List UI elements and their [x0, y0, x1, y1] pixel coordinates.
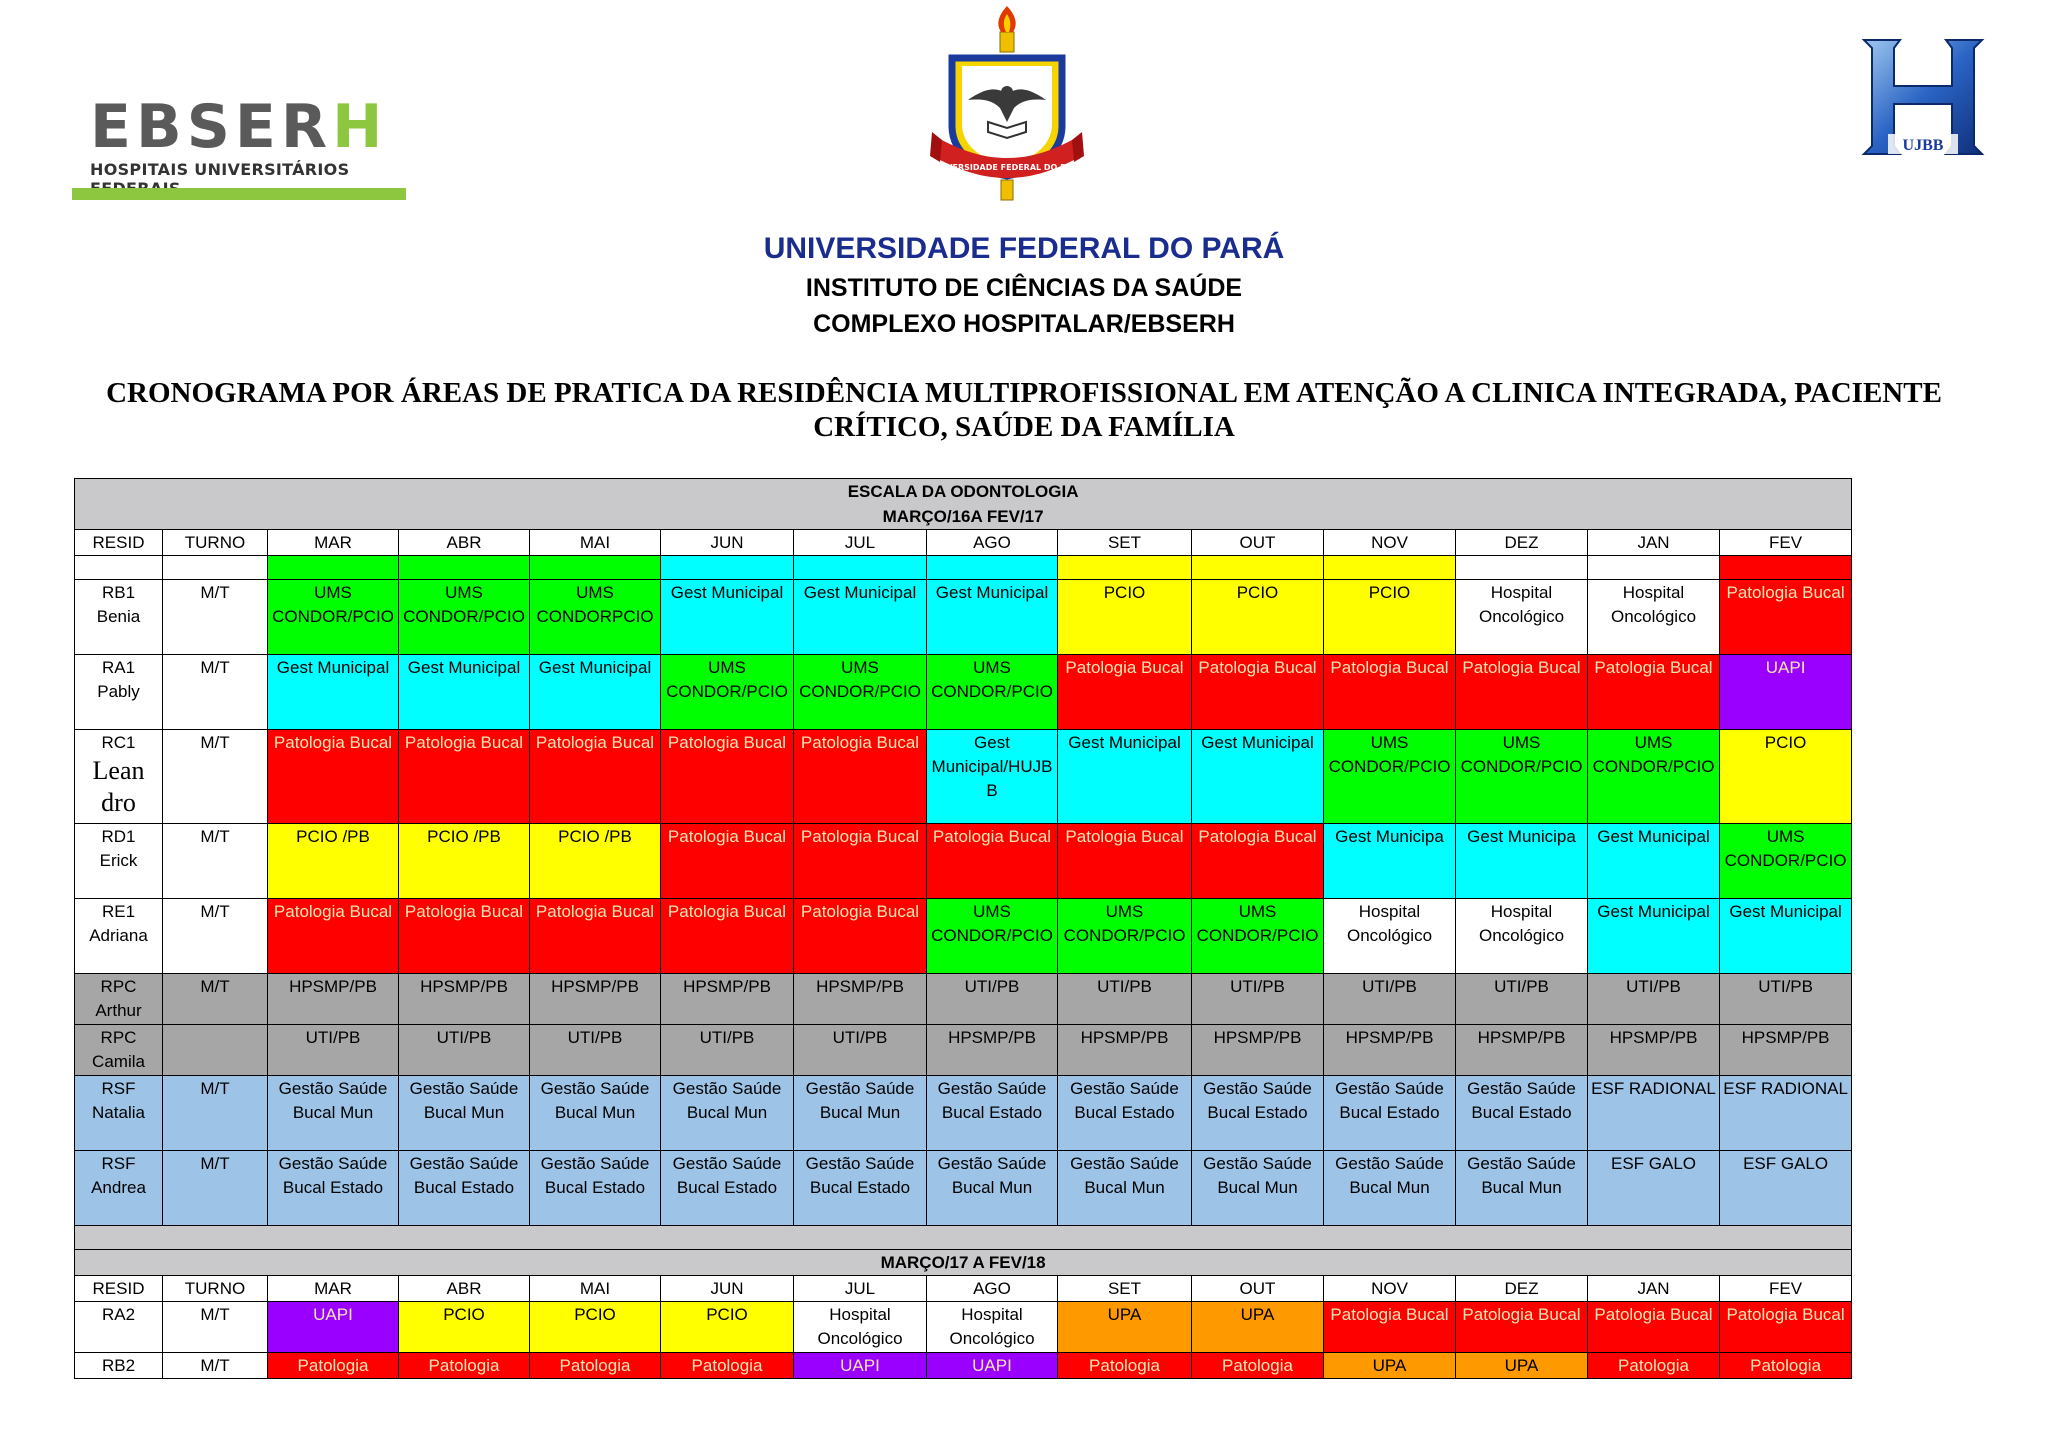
- schedule-cell: HPSMP/PB: [268, 974, 399, 1025]
- resid-name: Andrea: [91, 1178, 146, 1197]
- schedule-cell: Patologia: [1192, 1353, 1324, 1379]
- ebserh-subtitle: HOSPITAIS UNIVERSITÁRIOS: [90, 160, 350, 179]
- schedule-cell: Patologia Bucal: [794, 730, 927, 824]
- schedule-cell: Hospital Oncológico: [1456, 580, 1588, 655]
- schedule-cell: UAPI: [927, 1353, 1058, 1379]
- table2-col-header-jan: JAN: [1588, 1276, 1720, 1302]
- schedule-cell: Patologia Bucal: [1324, 1302, 1456, 1353]
- table1-band-period: MARÇO/16A FEV/17: [75, 504, 1852, 530]
- schedule-cell: Patologia: [1720, 1353, 1852, 1379]
- turno-cell: M/T: [163, 580, 268, 655]
- schedule-cell: Gestão Saúde Bucal Mun: [399, 1076, 530, 1151]
- table1-col-header-jul: JUL: [794, 530, 927, 556]
- schedule-cell: HPSMP/PB: [1324, 1025, 1456, 1076]
- resid-code: RSF: [101, 1079, 136, 1098]
- table1-band-row-2: [75, 504, 1852, 530]
- schedule-cell: Patologia Bucal: [268, 730, 399, 824]
- color-strip-cell: [399, 556, 530, 580]
- table2-col-header-ago: AGO: [927, 1276, 1058, 1302]
- schedule-cell: HPSMP/PB: [794, 974, 927, 1025]
- schedule-cell: Gest Municipal: [794, 580, 927, 655]
- table1-col-header-turno: TURNO: [163, 530, 268, 556]
- schedule-cell: PCIO: [399, 1302, 530, 1353]
- schedule-cell: Patologia Bucal: [661, 824, 794, 899]
- schedule-cell: Gestão Saúde Bucal Estado: [1192, 1076, 1324, 1151]
- resid-cell: [75, 730, 163, 824]
- table2-col-header-jul: JUL: [794, 1276, 927, 1302]
- ebserh-logo: [72, 88, 406, 200]
- resid-code: RPC: [100, 1028, 137, 1047]
- resid-name: Lean: [92, 756, 145, 785]
- resid-code: RE1: [101, 902, 136, 921]
- schedule-cell: Gestão Saúde Bucal Estado: [794, 1151, 927, 1226]
- schedule-cell: Gest Municipa: [1456, 824, 1588, 899]
- resid-cell: [75, 1353, 163, 1379]
- schedule-cell: PCIO: [530, 1302, 661, 1353]
- table1-color-strip-row: [75, 556, 1852, 580]
- resid-cell: [75, 824, 163, 899]
- color-strip-cell: [1456, 556, 1588, 580]
- schedule-cell: Gestão Saúde Bucal Mun: [530, 1076, 661, 1151]
- schedule-cell: ESF GALO: [1720, 1151, 1852, 1226]
- schedule-cell: HPSMP/PB: [399, 974, 530, 1025]
- university-title: UNIVERSIDADE FEDERAL DO PARÁ: [763, 232, 1285, 265]
- color-strip-cell: [1058, 556, 1192, 580]
- schedule-cell: UAPI: [268, 1302, 399, 1353]
- schedule-cell: UMS CONDOR/PCIO: [1192, 899, 1324, 974]
- schedule-cell: Patologia Bucal: [1324, 655, 1456, 730]
- schedule-cell: HPSMP/PB: [1456, 1025, 1588, 1076]
- schedule-cell: Gest Municipal: [268, 655, 399, 730]
- table2-col-header-jun: JUN: [661, 1276, 794, 1302]
- schedule-cell: Gestão Saúde Bucal Mun: [1324, 1151, 1456, 1226]
- schedule-cell: Patologia Bucal: [1456, 1302, 1588, 1353]
- schedule-cell: Patologia: [1588, 1353, 1720, 1379]
- schedule-cell: UMS CONDORPCIO: [530, 580, 661, 655]
- schedule-cell: UPA: [1456, 1353, 1588, 1379]
- schedule-cell: Hospital Oncológico: [1456, 899, 1588, 974]
- schedule-cell: UTI/PB: [1192, 974, 1324, 1025]
- schedule-cell: Patologia Bucal: [794, 824, 927, 899]
- schedule-cell: PCIO: [1324, 580, 1456, 655]
- resid-name: Erick: [99, 851, 138, 870]
- schedule-cell: UPA: [1058, 1302, 1192, 1353]
- turno-cell: M/T: [163, 1076, 268, 1151]
- table2-col-header-mai: MAI: [530, 1276, 661, 1302]
- resid-name: dro: [101, 788, 136, 817]
- resid-code: RB2: [101, 1356, 136, 1375]
- color-strip-cell: [268, 556, 399, 580]
- turno-cell: M/T: [163, 1302, 268, 1353]
- table1-row-rpc: [75, 974, 1852, 1025]
- schedule-cell: PCIO /PB: [268, 824, 399, 899]
- resid-cell: [75, 1076, 163, 1151]
- schedule-cell: Gest Municipal: [1588, 899, 1720, 974]
- resid-cell: [75, 1025, 163, 1076]
- table1-band-title: ESCALA DA ODONTOLOGIA: [75, 479, 1852, 505]
- resid-code: RB1: [101, 583, 136, 602]
- color-strip-cell: [927, 556, 1058, 580]
- schedule-cell: UTI/PB: [927, 974, 1058, 1025]
- schedule-cell: Gestão Saúde Bucal Estado: [399, 1151, 530, 1226]
- table1-col-header-abr: ABR: [399, 530, 530, 556]
- resid-name: Arthur: [95, 1001, 142, 1020]
- schedule-cell: Patologia Bucal: [1456, 655, 1588, 730]
- table2-col-header-out: OUT: [1192, 1276, 1324, 1302]
- schedule-cell: UTI/PB: [399, 1025, 530, 1076]
- turno-cell: M/T: [163, 899, 268, 974]
- schedule-cell: UMS CONDOR/PCIO: [1588, 730, 1720, 824]
- schedule-cell: Gestão Saúde Bucal Estado: [927, 1076, 1058, 1151]
- ufpa-crest-logo: [928, 4, 1086, 202]
- schedule-cell: Gest Municipal/HUJBB: [927, 730, 1058, 824]
- schedule-cell: UPA: [1192, 1302, 1324, 1353]
- schedule-cell: Patologia: [661, 1353, 794, 1379]
- table1-col-header-ago: AGO: [927, 530, 1058, 556]
- resid-code: RA1: [101, 658, 136, 677]
- resid-code: RD1: [101, 827, 136, 846]
- schedule-cell: Gestão Saúde Bucal Mun: [794, 1076, 927, 1151]
- color-strip-cell: [75, 556, 163, 580]
- table2-header-row: [75, 1276, 1852, 1302]
- schedule-cell: UMS CONDOR/PCIO: [399, 580, 530, 655]
- schedule-cell: UMS CONDOR/PCIO: [927, 899, 1058, 974]
- schedule-cell: Gest Municipal: [661, 580, 794, 655]
- table1-col-header-jan: JAN: [1588, 530, 1720, 556]
- schedule-cell: Patologia Bucal: [794, 899, 927, 974]
- schedule-cell: Patologia: [268, 1353, 399, 1379]
- table1-band-row-1: [75, 479, 1852, 505]
- resid-cell: [75, 899, 163, 974]
- color-strip-cell: [1192, 556, 1324, 580]
- turno-cell: M/T: [163, 730, 268, 824]
- color-strip-cell: [661, 556, 794, 580]
- schedule-cell: UTI/PB: [1058, 974, 1192, 1025]
- schedule-cell: UTI/PB: [1456, 974, 1588, 1025]
- schedule-cell: Gest Municipal: [1058, 730, 1192, 824]
- schedule-cell: Patologia Bucal: [1588, 655, 1720, 730]
- schedule-cell: Hospital Oncológico: [1324, 899, 1456, 974]
- turno-cell: M/T: [163, 1151, 268, 1226]
- resid-cell: [75, 1302, 163, 1353]
- table2-band-row: [75, 1250, 1852, 1276]
- schedule-cell: Gestão Saúde Bucal Estado: [1456, 1076, 1588, 1151]
- schedule-cell: Patologia Bucal: [1192, 824, 1324, 899]
- resid-code: RA2: [101, 1305, 136, 1324]
- table1-row-ra1: [75, 655, 1852, 730]
- turno-cell: M/T: [163, 824, 268, 899]
- schedule-cell: Patologia: [399, 1353, 530, 1379]
- table2-col-header-turno: TURNO: [163, 1276, 268, 1302]
- color-strip-cell: [163, 556, 268, 580]
- resid-cell: [75, 974, 163, 1025]
- schedule-cell: Gest Municipal: [399, 655, 530, 730]
- table2-col-header-fev: FEV: [1720, 1276, 1852, 1302]
- table1-col-header-out: OUT: [1192, 530, 1324, 556]
- table1-col-header-fev: FEV: [1720, 530, 1852, 556]
- schedule-cell: HPSMP/PB: [530, 974, 661, 1025]
- schedule-cell: Gestão Saúde Bucal Mun: [1058, 1151, 1192, 1226]
- resid-name: Camila: [92, 1052, 145, 1071]
- schedule-cell: UMS CONDOR/PCIO: [268, 580, 399, 655]
- schedule-cell: PCIO /PB: [399, 824, 530, 899]
- table2-row-ra2: [75, 1302, 1852, 1353]
- ujbb-text: UJBB: [1902, 137, 1944, 154]
- schedule-cell: UAPI: [794, 1353, 927, 1379]
- table2-band-period: MARÇO/17 A FEV/18: [75, 1250, 1852, 1276]
- schedule-cell: Gestão Saúde Bucal Mun: [1456, 1151, 1588, 1226]
- schedule-cell: Patologia Bucal: [1720, 580, 1852, 655]
- schedule-cell: Patologia Bucal: [530, 899, 661, 974]
- schedule-cell: Hospital Oncológico: [794, 1302, 927, 1353]
- table2-col-header-set: SET: [1058, 1276, 1192, 1302]
- schedule-cell: HPSMP/PB: [1058, 1025, 1192, 1076]
- table1-row-rpc: [75, 1025, 1852, 1076]
- table1-row-rc1: [75, 730, 1852, 824]
- table2-col-header-resid: RESID: [75, 1276, 163, 1302]
- schedule-cell: Gestão Saúde Bucal Mun: [268, 1076, 399, 1151]
- schedule-cell: PCIO: [661, 1302, 794, 1353]
- resid-name: Adriana: [89, 926, 148, 945]
- schedule-cell: Gestão Saúde Bucal Estado: [661, 1151, 794, 1226]
- schedule-cell: UAPI: [1720, 655, 1852, 730]
- schedule-cell: HPSMP/PB: [927, 1025, 1058, 1076]
- table1-spacer: [75, 1226, 1852, 1250]
- turno-cell: M/T: [163, 974, 268, 1025]
- complex-title: COMPLEXO HOSPITALAR/EBSERH: [813, 310, 1235, 338]
- schedule-cell: Patologia Bucal: [661, 899, 794, 974]
- schedule-cell: UTI/PB: [794, 1025, 927, 1076]
- table1-row-rsf: [75, 1151, 1852, 1226]
- table1-col-header-nov: NOV: [1324, 530, 1456, 556]
- schedule-cell: UPA: [1324, 1353, 1456, 1379]
- schedule-cell: Patologia Bucal: [399, 899, 530, 974]
- schedule-cell: UMS CONDOR/PCIO: [927, 655, 1058, 730]
- schedule-cell: Patologia Bucal: [1192, 655, 1324, 730]
- document-title: [0, 376, 2048, 444]
- resid-name: Natalia: [92, 1103, 145, 1122]
- schedule-cell: Patologia Bucal: [1588, 1302, 1720, 1353]
- turno-cell: M/T: [163, 1353, 268, 1379]
- schedule-cell: UMS CONDOR/PCIO: [1058, 899, 1192, 974]
- resid-cell: [75, 1151, 163, 1226]
- schedule-table-odontologia: [74, 478, 1852, 1379]
- table1-row-re1: [75, 899, 1852, 974]
- schedule-cell: UTI/PB: [268, 1025, 399, 1076]
- document-title-text: CRONOGRAMA POR ÁREAS DE PRATICA DA RESIDÊNCIA MULTIPROFISSIONAL EM ATENÇÃO A CLINICA INTEGRADA, PACIENTE CRÍTICO, SAÚDE DA FAMÍLIA: [106, 377, 1942, 443]
- schedule-cell: ESF RADIONAL: [1720, 1076, 1852, 1151]
- ebserh-wordmark: EBSERH: [90, 92, 388, 162]
- schedule-cell: UTI/PB: [1720, 974, 1852, 1025]
- schedule-cell: Patologia: [530, 1353, 661, 1379]
- color-strip-cell: [1588, 556, 1720, 580]
- ujbb-logo: [1858, 34, 1988, 164]
- table1-col-header-resid: RESID: [75, 530, 163, 556]
- color-strip-cell: [1324, 556, 1456, 580]
- table2-col-header-nov: NOV: [1324, 1276, 1456, 1302]
- table2-col-header-mar: MAR: [268, 1276, 399, 1302]
- turno-cell: [163, 1025, 268, 1076]
- schedule-cell: HPSMP/PB: [661, 974, 794, 1025]
- schedule-cell: UMS CONDOR/PCIO: [1720, 824, 1852, 899]
- schedule-cell: Patologia Bucal: [399, 730, 530, 824]
- resid-code: RSF: [101, 1154, 136, 1173]
- schedule-cell: Gest Municipal: [1720, 899, 1852, 974]
- schedule-cell: UTI/PB: [530, 1025, 661, 1076]
- resid-name: Benia: [96, 607, 141, 626]
- schedule-cell: Gestão Saúde Bucal Estado: [1324, 1076, 1456, 1151]
- schedule-cell: UTI/PB: [661, 1025, 794, 1076]
- schedule-cell: Gest Municipal: [1192, 730, 1324, 824]
- schedule-cell: Gestão Saúde Bucal Mun: [661, 1076, 794, 1151]
- resid-cell: [75, 580, 163, 655]
- schedule-cell: UTI/PB: [1588, 974, 1720, 1025]
- schedule-cell: PCIO: [1192, 580, 1324, 655]
- schedule-cell: UMS CONDOR/PCIO: [1456, 730, 1588, 824]
- schedule-cell: Gest Municipal: [530, 655, 661, 730]
- schedule-cell: Gest Municipal: [927, 580, 1058, 655]
- schedule-cell: UTI/PB: [1324, 974, 1456, 1025]
- schedule-cell: Patologia Bucal: [661, 730, 794, 824]
- schedule-cell: Gest Municipal: [1588, 824, 1720, 899]
- schedule-cell: Hospital Oncológico: [927, 1302, 1058, 1353]
- table1-col-header-jun: JUN: [661, 530, 794, 556]
- schedule-cell: Patologia Bucal: [1058, 824, 1192, 899]
- table2-col-header-abr: ABR: [399, 1276, 530, 1302]
- institute-title: INSTITUTO DE CIÊNCIAS DA SAÚDE: [805, 274, 1243, 302]
- table1-header-row: [75, 530, 1852, 556]
- table1-col-header-dez: DEZ: [1456, 530, 1588, 556]
- schedule-cell: Patologia: [1058, 1353, 1192, 1379]
- schedule-cell: Patologia Bucal: [268, 899, 399, 974]
- schedule-cell: Patologia Bucal: [1058, 655, 1192, 730]
- table1-col-header-set: SET: [1058, 530, 1192, 556]
- schedule-cell: Gestão Saúde Bucal Mun: [1192, 1151, 1324, 1226]
- color-strip-cell: [530, 556, 661, 580]
- color-strip-cell: [1720, 556, 1852, 580]
- schedule-cell: HPSMP/PB: [1720, 1025, 1852, 1076]
- turno-cell: M/T: [163, 655, 268, 730]
- table2-row-rb2: [75, 1353, 1852, 1379]
- resid-code: RC1: [101, 733, 136, 752]
- schedule-cell: Patologia Bucal: [1720, 1302, 1852, 1353]
- resid-cell: [75, 655, 163, 730]
- schedule-cell: Gestão Saúde Bucal Estado: [268, 1151, 399, 1226]
- schedule-cell: Patologia Bucal: [927, 824, 1058, 899]
- schedule-cell: ESF RADIONAL: [1588, 1076, 1720, 1151]
- schedule-cell: PCIO /PB: [530, 824, 661, 899]
- resid-code: RPC: [100, 977, 137, 996]
- schedule-cell: HPSMP/PB: [1192, 1025, 1324, 1076]
- resid-name: Pably: [97, 682, 140, 701]
- schedule-cell: Gestão Saúde Bucal Estado: [1058, 1076, 1192, 1151]
- schedule-cell: Patologia Bucal: [530, 730, 661, 824]
- table1-spacer-row: [75, 1226, 1852, 1250]
- table1-row-rd1: [75, 824, 1852, 899]
- schedule-cell: Gestão Saúde Bucal Estado: [530, 1151, 661, 1226]
- schedule-cell: ESF GALO: [1588, 1151, 1720, 1226]
- table1-col-header-mai: MAI: [530, 530, 661, 556]
- schedule-cell: PCIO: [1058, 580, 1192, 655]
- table2-col-header-dez: DEZ: [1456, 1276, 1588, 1302]
- schedule-cell: UMS CONDOR/PCIO: [1324, 730, 1456, 824]
- color-strip-cell: [794, 556, 927, 580]
- schedule-cell: Hospital Oncológico: [1588, 580, 1720, 655]
- table1-row-rsf: [75, 1076, 1852, 1151]
- schedule-cell: HPSMP/PB: [1588, 1025, 1720, 1076]
- table1-col-header-mar: MAR: [268, 530, 399, 556]
- schedule-cell: Gestão Saúde Bucal Mun: [927, 1151, 1058, 1226]
- schedule-cell: PCIO: [1720, 730, 1852, 824]
- ebserh-green-bar: [72, 188, 406, 200]
- schedule-cell: UMS CONDOR/PCIO: [661, 655, 794, 730]
- schedule-cell: UMS CONDOR/PCIO: [794, 655, 927, 730]
- schedule-cell: Gest Municipa: [1324, 824, 1456, 899]
- ufpa-seal-text: UNIVERSIDADE FEDERAL DO PARÁ: [930, 163, 1084, 172]
- table1-row-rb1: [75, 580, 1852, 655]
